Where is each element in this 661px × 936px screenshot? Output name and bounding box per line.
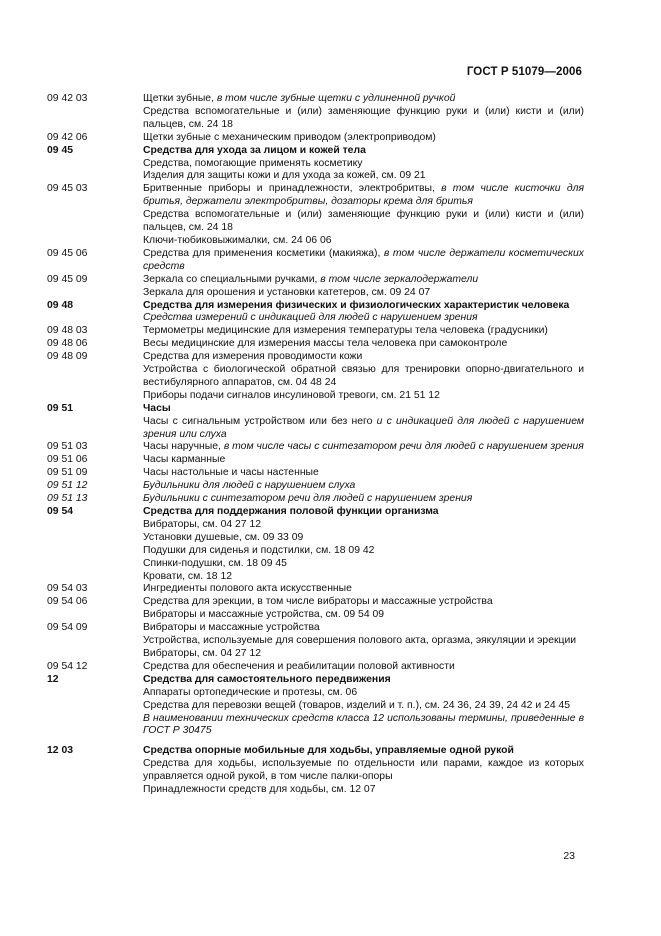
entry-text	[143, 170, 584, 183]
text-segment: Средства вспомогательные и (или) заменяющие функцию руки и (или) кисти и (или) пальцев, см. 24 18	[143, 105, 584, 130]
text-segment: Часы наручные,	[143, 441, 224, 453]
list-row	[47, 390, 584, 403]
classification-code: 09 42 03	[47, 93, 88, 104]
list-row	[47, 622, 584, 635]
entry-text	[143, 713, 584, 739]
entry-text	[143, 351, 584, 364]
text-segment: В наименовании технических средств класса 12 использованы термины, приведенные в ГОСТ Р 30475	[143, 712, 584, 737]
text-segment: Средства для измерения физических и физиологических характеристик человека	[143, 299, 570, 311]
classification-code	[47, 635, 143, 648]
list-row	[47, 583, 584, 596]
entry-text	[143, 248, 584, 274]
list-row	[47, 106, 584, 132]
text-segment: Часы настольные и часы настенные	[143, 467, 319, 479]
text-segment: Средства измерений с индикацией для людей с нарушением зрения	[143, 312, 478, 324]
list-row	[47, 209, 584, 235]
list-row	[47, 506, 584, 519]
text-segment: Ключи-тюбиковыжималки, см. 24 06 06	[143, 234, 332, 246]
list-row	[47, 416, 584, 442]
text-segment: Часы с сигнальным устройством или без него	[143, 415, 377, 427]
entry-text	[143, 519, 584, 532]
text-segment: Часы карманные	[143, 454, 226, 466]
text-segment: Принадлежности средств для ходьбы, см. 12 07	[143, 784, 376, 796]
text-segment: Средства для ухода за лицом и кожей тела	[143, 144, 366, 156]
text-segment: Зеркала для орошения и установки катетеров, см. 09 24 07	[143, 286, 431, 298]
text-segment: Средства вспомогательные и (или) заменяющие функцию руки и (или) кисти и (или) пальцев, см. 24 18	[143, 209, 584, 234]
entry-text	[143, 583, 584, 596]
entry-text	[143, 235, 584, 248]
classification-code	[47, 235, 143, 248]
entry-text	[143, 648, 584, 661]
text-segment: Средства для ходьбы, используемые по отдельности или парами, каждое из которых управляется одной рукой, в том числе палки-опоры	[143, 758, 584, 783]
entry-text	[143, 571, 584, 584]
text-segment: Термометры медицинские для измерения температуры тела человека (градусники)	[143, 325, 548, 337]
entry-text	[143, 622, 584, 635]
text-segment: Средства для поддержания половой функции организма	[143, 506, 439, 517]
classification-code: 09 45	[47, 144, 74, 156]
text-segment: Изделия для защиты кожи и для ухода за кожей, см. 09 21	[143, 170, 426, 182]
classification-code: 09 51 13	[47, 493, 88, 505]
classification-code: 09 45 09	[47, 273, 88, 285]
classification-code: 09 51 09	[47, 467, 88, 479]
entry-text	[143, 106, 584, 132]
classification-code: 09 54	[47, 506, 74, 517]
list-row	[47, 183, 584, 209]
entry-text	[143, 480, 584, 493]
list-row	[47, 519, 584, 532]
list-row	[47, 454, 584, 467]
text-segment: Средства для обеспечения и реабилитации половой активности	[143, 660, 455, 672]
classification-code	[47, 558, 143, 571]
classification-code	[47, 687, 143, 700]
list-row	[47, 687, 584, 700]
entry-text	[143, 674, 584, 687]
list-row	[47, 713, 584, 739]
entry-text	[143, 158, 584, 171]
list-row	[47, 609, 584, 622]
list-row	[47, 132, 584, 145]
list-row	[47, 674, 584, 687]
entry-text	[143, 700, 584, 713]
entry-text	[143, 532, 584, 545]
text-segment: Вибраторы и массажные устройства	[143, 622, 320, 634]
entry-text	[143, 287, 584, 300]
text-segment: Щетки зубные,	[143, 93, 217, 104]
classification-code: 09 54 09	[47, 622, 88, 634]
entry-text	[143, 493, 584, 506]
list-row	[47, 338, 584, 351]
list-row	[47, 571, 584, 584]
classification-code: 09 45 06	[47, 247, 88, 259]
text-segment: Устройства, используемые для совершения полового акта, оргазма, эякуляции и эрекции	[143, 635, 577, 647]
text-segment: Средства, помогающие применять косметику	[143, 157, 363, 169]
classification-code	[47, 209, 143, 235]
list-row	[47, 300, 584, 313]
classification-code: 09 51 06	[47, 454, 88, 466]
classification-code: 09 45 03	[47, 183, 88, 195]
text-segment: в том числе зеркалодержатели	[320, 273, 479, 285]
list-row	[47, 312, 584, 325]
classification-code	[47, 287, 143, 300]
text-segment: в том числе часы с синтезатором речи для людей с нарушением зрения	[223, 441, 584, 453]
classification-code: 09 51 03	[47, 441, 88, 453]
classification-code: 09 51 12	[47, 480, 88, 492]
text-segment: Бритвенные приборы и принадлежности, электробритвы,	[143, 183, 442, 195]
entry-text	[143, 758, 584, 784]
entry-text	[143, 300, 584, 313]
text-segment: Вибраторы и массажные устройства, см. 09 54 09	[143, 609, 385, 621]
text-segment: Подушки для сиденья и подстилки, см. 18 09 42	[143, 544, 375, 556]
list-row	[47, 558, 584, 571]
list-row	[47, 596, 584, 609]
text-segment: Аппараты ортопедические и протезы, см. 06	[143, 686, 358, 698]
text-segment: Будильники с синтезатором речи для людей с нарушением зрения	[143, 493, 473, 505]
list-row	[47, 758, 584, 784]
entry-text	[143, 596, 584, 609]
classification-code	[47, 713, 143, 739]
list-row	[47, 532, 584, 545]
text-segment: Будильники для людей с нарушением слуха	[143, 480, 356, 492]
text-segment: Щетки зубные с механическим приводом (электроприводом)	[143, 131, 436, 143]
list-row	[47, 745, 584, 758]
classification-code: 09 54 03	[47, 583, 88, 595]
entry-text	[143, 506, 584, 519]
list-row	[47, 248, 584, 274]
list-row	[47, 235, 584, 248]
entry-text	[143, 467, 584, 480]
text-segment: Спинки-подушки, см. 18 09 45	[143, 557, 287, 569]
text-segment: Средства для перевозки вещей (товаров, изделий и т. п.), см. 24 36, 24 39, 24 42 и 24 45	[143, 699, 571, 711]
classification-code: 12	[47, 673, 59, 685]
list-row	[47, 325, 584, 338]
list-row	[47, 480, 584, 493]
text-segment: в том числе кисточки для бритья, держатели электробритвы, дозаторы крема для бритья	[143, 183, 584, 208]
text-segment: Кровати, см. 18 12	[143, 570, 233, 582]
list-row	[47, 145, 584, 158]
classification-code	[47, 158, 143, 171]
classification-list	[47, 93, 584, 797]
list-row	[47, 287, 584, 300]
text-segment: Средства для самостоятельного передвижения	[143, 673, 391, 685]
text-segment: Средства для применения косметики (макияжа),	[143, 247, 384, 259]
entry-text	[143, 338, 584, 351]
classification-code	[47, 312, 143, 325]
text-segment: Зеркала со специальными ручками,	[143, 273, 321, 285]
classification-code: 09 54 12	[47, 660, 88, 672]
list-row	[47, 700, 584, 713]
list-row	[47, 661, 584, 674]
entry-text	[143, 274, 584, 287]
entry-text	[143, 558, 584, 571]
text-segment: Устройства с биологической обратной связью для тренировки опорно-двигательного и вестибулярного аппаратов, см. 04 48 24	[143, 364, 584, 388]
text-segment: в том числе зубные щетки с удлиненной ручкой	[216, 93, 456, 104]
text-segment: Установки душевые, см. 09 33 09	[143, 531, 304, 543]
list-row	[47, 784, 584, 797]
classification-code	[47, 416, 143, 442]
list-row	[47, 170, 584, 183]
entry-text	[143, 93, 584, 106]
entry-text	[143, 209, 584, 235]
entry-text	[143, 390, 584, 403]
entry-text	[143, 784, 584, 797]
classification-code: 09 48 06	[47, 338, 88, 350]
list-row	[47, 364, 584, 390]
entry-text	[143, 661, 584, 674]
page-number: 23	[563, 850, 575, 862]
text-segment: Средства опорные мобильные для ходьбы, управляемые одной рукой	[143, 745, 514, 757]
text-segment: Средства для измерения проводимости кожи	[143, 351, 363, 363]
list-row	[47, 635, 584, 648]
text-segment: Вибраторы, см. 04 27 12	[143, 518, 262, 530]
entry-text	[143, 364, 584, 390]
list-row	[47, 158, 584, 171]
text-segment: Приборы подачи сигналов инсулиновой тревоги, см. 21 51 12	[143, 389, 440, 401]
classification-code	[47, 571, 143, 584]
classification-code	[47, 532, 143, 545]
entry-text	[143, 325, 584, 338]
text-segment: Средства для эрекции, в том числе вибраторы и массажные устройства	[143, 596, 493, 608]
entry-text	[143, 745, 584, 758]
entry-text	[143, 312, 584, 325]
entry-text	[143, 416, 584, 442]
list-row	[47, 545, 584, 558]
text-segment: Ингредиенты полового акта искусственные	[143, 583, 352, 595]
classification-code	[47, 609, 143, 622]
classification-code: 09 51	[47, 402, 74, 414]
text-segment: Весы медицинские для измерения массы тела человека при самоконтроле	[143, 338, 508, 350]
classification-code	[47, 106, 143, 132]
entry-text	[143, 145, 584, 158]
text-segment: и с индикацией для людей с нарушением зрения или слуха	[143, 415, 584, 440]
entry-text	[143, 183, 584, 209]
list-row	[47, 351, 584, 364]
classification-code	[47, 364, 143, 390]
classification-code	[47, 170, 143, 183]
entry-text	[143, 635, 584, 648]
classification-code: 09 54 06	[47, 596, 88, 608]
classification-code: 09 42 06	[47, 131, 88, 143]
list-row	[47, 274, 584, 287]
entry-text	[143, 132, 584, 145]
classification-code	[47, 758, 143, 784]
text-segment: Часы	[143, 402, 171, 414]
list-row	[47, 403, 584, 416]
list-row	[47, 93, 584, 106]
entry-text	[143, 441, 584, 454]
document-standard-id: ГОСТ Р 51079—2006	[466, 66, 582, 78]
classification-code: 12 03	[47, 745, 74, 757]
list-row	[47, 493, 584, 506]
classification-code	[47, 519, 143, 532]
classification-code	[47, 545, 143, 558]
classification-code	[47, 390, 143, 403]
classification-code	[47, 700, 143, 713]
entry-text	[143, 403, 584, 416]
entry-text	[143, 545, 584, 558]
classification-code	[47, 648, 143, 661]
classification-code: 09 48	[47, 299, 74, 311]
list-row	[47, 441, 584, 454]
entry-text	[143, 687, 584, 700]
entry-text	[143, 609, 584, 622]
text-segment: Вибраторы, см. 04 27 12	[143, 647, 262, 659]
list-row	[47, 648, 584, 661]
classification-code	[47, 784, 143, 797]
entry-text	[143, 454, 584, 467]
classification-code: 09 48 03	[47, 325, 88, 337]
list-row	[47, 467, 584, 480]
text-segment: в том числе держатели косметических средств	[143, 247, 584, 272]
classification-code: 09 48 09	[47, 351, 88, 363]
